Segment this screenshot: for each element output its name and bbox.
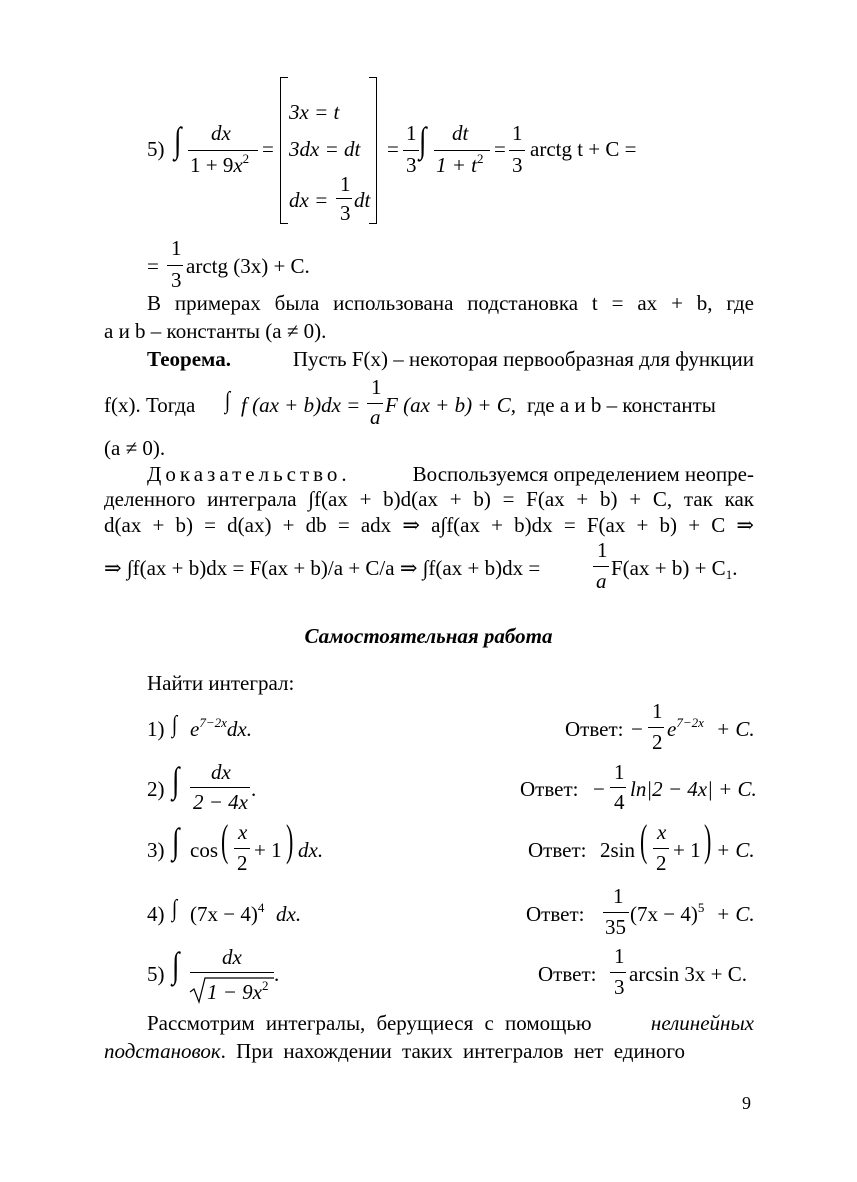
- integral-sign: ∫: [172, 821, 180, 861]
- answer-label: Ответ:: [565, 717, 624, 741]
- integral-sign: ∫: [225, 388, 231, 414]
- answer-label: Ответ:: [528, 838, 587, 862]
- answer-label: Ответ:: [526, 902, 585, 926]
- example-label: 5): [147, 137, 165, 161]
- integral-sign: ∫: [419, 120, 427, 160]
- frac-denominator: $1 + 9x^2$: [190, 151, 250, 177]
- task-intro: Найти интеграл:: [147, 671, 295, 695]
- theorem-line-1: Теорема. Пусть F(x) – некоторая первообразная для функции: [147, 347, 754, 371]
- integral-sign: ∫: [172, 712, 178, 738]
- integral-sign: ∫: [172, 945, 180, 985]
- section-title: Самостоятельная работа: [304, 624, 553, 648]
- substitution-line-3: dx =: [289, 188, 329, 212]
- page-number: 9: [742, 1093, 751, 1113]
- closing-line-1: Рассмотрим интегралы, берущиеся с помощью нелинейных: [147, 1011, 754, 1035]
- bracket-right: [376, 77, 377, 224]
- proof-line-4: ⇒ ∫f(ax + b)dx = F(ax + b)/a + C/a ⇒ ∫f(ax + b)dx =: [104, 556, 541, 580]
- paragraph-substitution-2: a и b – константы (a ≠ 0).: [104, 319, 327, 343]
- theorem-line-3: (a ≠ 0).: [104, 436, 166, 460]
- theorem-title: Теорема.: [147, 347, 231, 371]
- equals: =: [387, 137, 399, 161]
- equals: =: [262, 137, 274, 161]
- closing-line-2: подстановок . При нахождении таких интегралов нет единого: [104, 1039, 686, 1063]
- bracket-left: [280, 77, 281, 224]
- result-continuation: arctg (3x) + C.: [186, 254, 310, 278]
- result-expression: arctg t + C =: [530, 137, 637, 161]
- integral-sign: ∫: [172, 896, 178, 922]
- answer-label: Ответ:: [538, 962, 597, 986]
- proof-line-2: деленного интеграла ∫f(ax + b)d(ax + b) = F(ax + b) + C, так как: [104, 487, 754, 511]
- integral-sign: ∫: [174, 120, 182, 160]
- proof-line-3: d(ax + b) = d(ax) + db = adx ⇒ a∫f(ax + b)dx = F(ax + b) + C ⇒: [104, 513, 754, 537]
- paragraph-substitution: В примерах была использована подстановка t = ax + b, где: [147, 291, 754, 315]
- substitution-line-2: 3dx = dt: [289, 137, 361, 161]
- substitution-line-1: 3x = t: [289, 100, 340, 124]
- integral-sign: ∫: [172, 760, 180, 800]
- proof-word: Доказательство.: [147, 462, 351, 486]
- proof-line-1: Доказательство. Воспользуемся определением неопре-: [147, 462, 754, 486]
- theorem-line-2-start: f(x). Тогда: [104, 393, 196, 417]
- frac-numerator: dx: [211, 121, 231, 145]
- theorem-line-2-end: где a и b – константы: [527, 393, 716, 417]
- answer-label: Ответ:: [520, 777, 579, 801]
